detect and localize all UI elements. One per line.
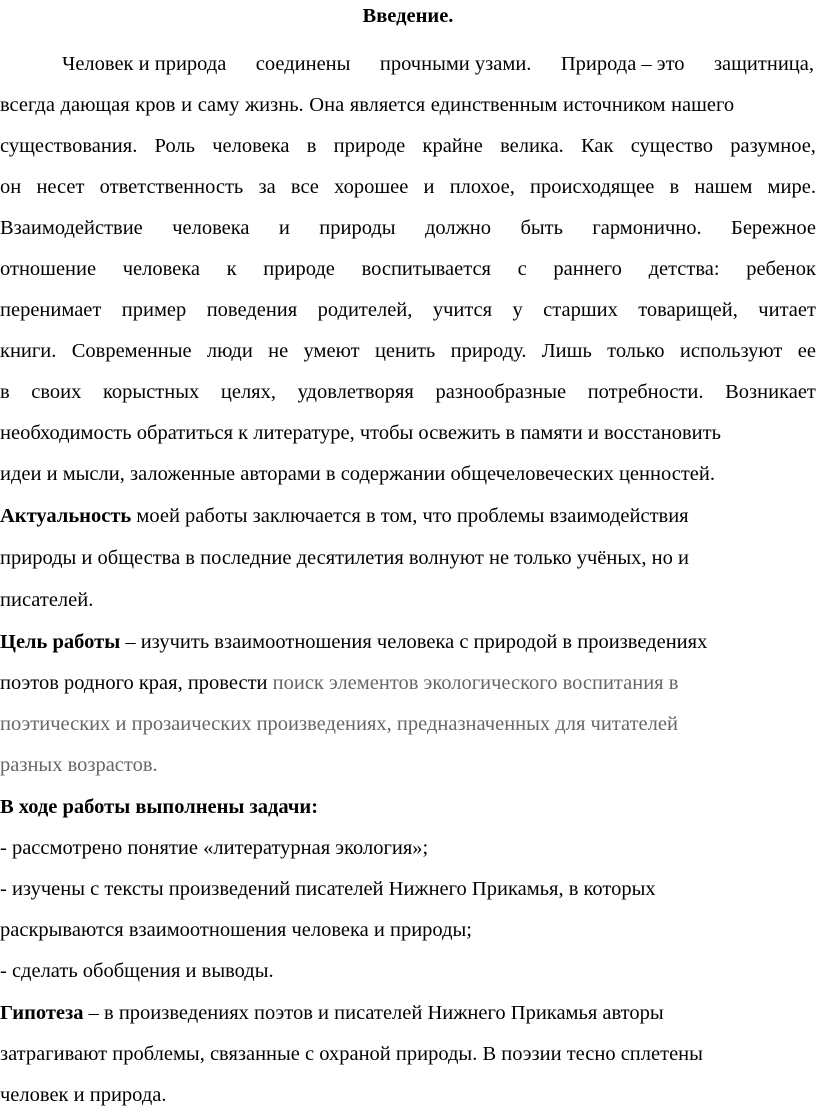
word: разнообразные xyxy=(435,381,567,403)
word: соединены xyxy=(255,53,351,75)
hypothesis-line-3: человек и природа. xyxy=(0,1084,167,1106)
goal-label: Цель работы xyxy=(0,631,121,653)
word: родителей, xyxy=(317,299,413,321)
word: пример xyxy=(121,299,187,321)
word: ребенок xyxy=(746,258,816,280)
word: Природа – это xyxy=(560,53,685,75)
goal-line-4: разных возрастов. xyxy=(0,754,158,776)
intro-line-8 xyxy=(0,331,816,371)
word: существо xyxy=(630,135,714,157)
word: ценить xyxy=(374,340,436,362)
intro-line-4 xyxy=(0,167,816,207)
word: перенимает xyxy=(0,299,102,321)
word: существования. xyxy=(0,135,138,157)
word: Бережное xyxy=(731,217,816,239)
word: защитница, xyxy=(713,53,814,75)
word: ответственность xyxy=(99,176,244,198)
hypothesis-line-1 xyxy=(0,993,816,1033)
word: быть xyxy=(520,217,563,239)
word: происходящее xyxy=(530,176,655,198)
word: природе xyxy=(263,258,335,280)
word: Современные xyxy=(71,340,192,362)
word: к xyxy=(226,258,237,280)
word: он xyxy=(0,176,22,198)
word: поведения xyxy=(206,299,298,321)
task-item-2: - изучены с тексты произведений писателей Нижнего Прикамья, в которых xyxy=(0,878,656,900)
word: в xyxy=(0,381,10,403)
word: учится xyxy=(432,299,493,321)
word: товарищей, xyxy=(638,299,738,321)
word: детства: xyxy=(648,258,720,280)
word: велика. xyxy=(500,135,564,157)
word: Как xyxy=(581,135,614,157)
task-item-3: - сделать обобщения и выводы. xyxy=(0,960,274,982)
word: в xyxy=(669,176,680,198)
intro-line-10: необходимость обратиться к литературе, чтобы освежить в памяти и восстановить xyxy=(0,422,721,444)
word: разумное, xyxy=(730,135,816,157)
word: потребности. xyxy=(587,381,704,403)
word: умеют xyxy=(303,340,360,362)
intro-line-3 xyxy=(0,126,816,166)
word: должно xyxy=(425,217,492,239)
word: отношение xyxy=(0,258,97,280)
goal-text-gray: поиск элементов экологического воспитания в xyxy=(272,672,679,694)
word: хорошее xyxy=(334,176,409,198)
relevance-label: Актуальность xyxy=(0,505,132,527)
word: в xyxy=(306,135,317,157)
word: природе xyxy=(333,135,406,157)
relevance-line-3: писателей. xyxy=(0,589,94,611)
word: ее xyxy=(797,340,816,362)
intro-line-6 xyxy=(0,249,816,289)
word: Взаимодействие xyxy=(0,217,143,239)
word: корыстных xyxy=(103,381,200,403)
word: все xyxy=(290,176,319,198)
word: гармонично. xyxy=(592,217,702,239)
relevance-line-1 xyxy=(0,496,816,536)
word: нашем xyxy=(694,176,753,198)
word: люди xyxy=(206,340,253,362)
word: человека xyxy=(122,258,201,280)
word: книги. xyxy=(0,340,57,362)
goal-line-1 xyxy=(0,622,816,662)
word: Человек и природа xyxy=(62,53,227,75)
word: целях, xyxy=(220,381,276,403)
intro-line-2: всегда дающая кров и саму жизнь. Она является единственным источником нашего xyxy=(0,94,735,116)
hypothesis-text: – в произведениях поэтов и писателей Нижнего Прикамья авторы xyxy=(83,1002,664,1024)
word: у xyxy=(512,299,523,321)
word: плохое, xyxy=(449,176,515,198)
word: раннего xyxy=(553,258,622,280)
word: не xyxy=(268,340,289,362)
section-heading: Введение. xyxy=(362,5,454,27)
tasks-heading xyxy=(0,787,816,827)
word: мире. xyxy=(767,176,816,198)
task-item-1: - рассмотрено понятие «литературная экология»; xyxy=(0,837,429,859)
word: удовлетворяя xyxy=(297,381,414,403)
word: и xyxy=(423,176,435,198)
word: Возникает xyxy=(725,381,816,403)
word: природы xyxy=(319,217,396,239)
goal-line-3: поэтических и прозаических произведениях, предназначенных для читателей xyxy=(0,713,678,735)
word: используют xyxy=(679,340,783,362)
intro-line-5 xyxy=(0,208,816,248)
intro-line-1 xyxy=(62,44,814,84)
relevance-line-2: природы и общества в последние десятилетия волнуют не только учёных, но и xyxy=(0,547,689,569)
word: человека xyxy=(212,135,290,157)
word: и xyxy=(278,217,290,239)
intro-line-7 xyxy=(0,290,816,330)
intro-line-11: идеи и мысли, заложенные авторами в содержании общечеловеческих ценностей. xyxy=(0,463,715,485)
word: природу. xyxy=(450,340,527,362)
word: воспитывается xyxy=(361,258,491,280)
word: несет xyxy=(36,176,85,198)
hypothesis-line-2: затрагивают проблемы, связанные с охраной природы. В поэзии тесно сплетены xyxy=(0,1043,703,1065)
goal-text-black: поэтов родного края, провести xyxy=(0,672,273,694)
word: Роль xyxy=(154,135,195,157)
intro-line-9 xyxy=(0,372,816,412)
relevance-text: моей работы заключается в том, что проблемы взаимодействия xyxy=(131,505,689,527)
word: человека xyxy=(172,217,250,239)
word: Лишь xyxy=(541,340,592,362)
word: с xyxy=(517,258,527,280)
word: только xyxy=(607,340,665,362)
word: крайне xyxy=(422,135,483,157)
tasks-heading-text: В ходе работы выполнены задачи: xyxy=(0,796,319,818)
goal-line-2 xyxy=(0,663,816,703)
word: старших xyxy=(543,299,618,321)
word: своих xyxy=(31,381,82,403)
hypothesis-label: Гипотеза xyxy=(0,1002,84,1024)
goal-text: – изучить взаимоотношения человека с природой в произведениях xyxy=(120,631,708,653)
word: читает xyxy=(758,299,816,321)
word: за xyxy=(258,176,276,198)
task-item-2-cont: раскрываются взаимоотношения человека и природы; xyxy=(0,919,472,941)
word: прочными узами. xyxy=(379,53,532,75)
